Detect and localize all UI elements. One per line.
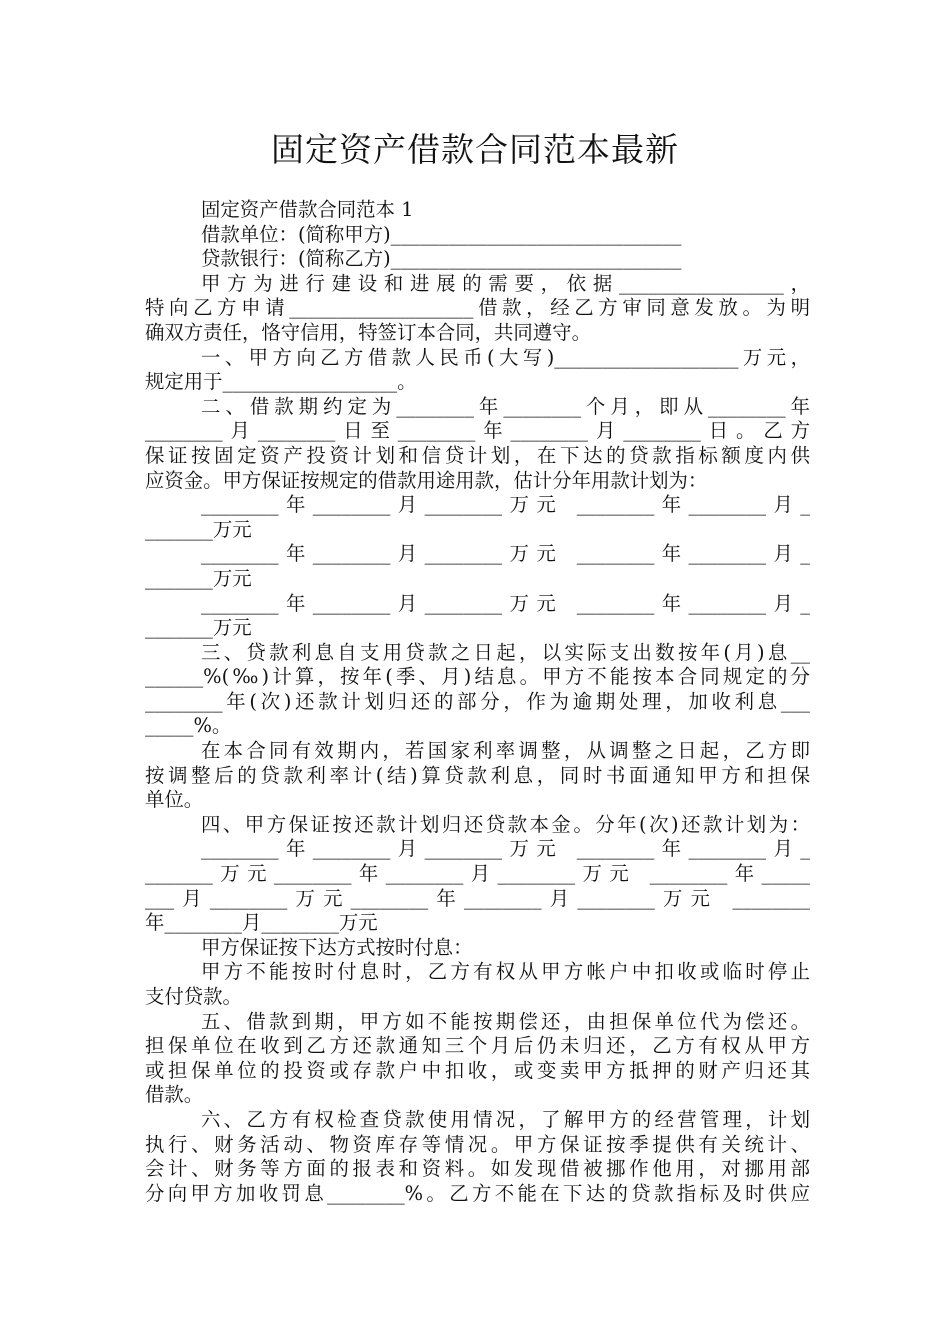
document-line: 在本合同有效期内，若国家利率调整，从调整之日起，乙方即 — [201, 739, 810, 763]
document-line: 担保单位在收到乙方还款通知三个月后仍未归还，乙方有权从甲方 — [145, 1034, 810, 1058]
document-line: 或担保单位的投资或存款户中扣收，或变卖甲方抵押的财产归还其 — [145, 1058, 810, 1082]
document-line: ________年________月________万元 ________年________月_ — [201, 591, 810, 615]
document-line: 执行、财务活动、物资库存等情况。甲方保证按季提供有关统计、 — [145, 1132, 810, 1156]
document-line: ________月________日至________年________月________日。乙方 — [145, 419, 810, 443]
document-line: ________年(次)还款计划归还的部分，作为逾期处理，加收利息___ — [145, 689, 810, 713]
document-line: 借款单位：(简称甲方)______________________________ — [201, 222, 682, 246]
document-body — [145, 198, 810, 1206]
document-line: _______万元 — [145, 517, 252, 541]
document-line: 会计、财务等方面的报表和资料。如发现借被挪作他用，对挪用部 — [145, 1157, 810, 1181]
document-line: 借款。 — [145, 1083, 204, 1107]
document-line: _____%。 — [145, 714, 232, 738]
document-line: 单位。 — [145, 788, 204, 812]
document-line: ______%(‰)计算，按年(季、月)结息。甲方不能按本合同规定的分 — [145, 665, 810, 689]
document-line: ________年________月________万元 ________年________月_ — [201, 493, 810, 517]
document-line: 贷款银行：(简称乙方)______________________________ — [201, 247, 682, 271]
document-line: 特向乙方申请___________________借款，经乙方审同意发放。为明 — [145, 296, 810, 320]
document-line: 支付贷款。 — [145, 985, 242, 1008]
document-line: 甲方不能按时付息时，乙方有权从甲方帐户中扣收或临时停止 — [201, 960, 810, 984]
document-line: ________年________月________万元 ________年________月_ — [201, 837, 810, 861]
document-line: 年________月________万元 — [145, 911, 378, 935]
document-line: 分向甲方加收罚息________%。乙方不能在下达的贷款指标及时供应 — [145, 1181, 810, 1205]
document-line: 五、借款到期，甲方如不能按期偿还，由担保单位代为偿还。 — [201, 1009, 810, 1033]
document-line: 三、贷款利息自支用贷款之日起，以实际支出数按年(月)息__ — [201, 640, 810, 664]
document-line: _______万元 — [145, 616, 252, 640]
document-line: _______万元 — [145, 566, 252, 590]
document-line: 确双方责任，恪守信用，特签订本合同，共同遵守。 — [145, 320, 591, 344]
document-line: ___月________万元________年________月________万元 ________ — [145, 886, 810, 910]
document-line: _______万元________年________月________万元 ________年_____ — [145, 862, 810, 886]
document-line: 规定用于__________________。 — [145, 370, 417, 394]
document-line: 固定资产借款合同范本 1 — [201, 198, 414, 221]
document-line: 一、甲方向乙方借款人民币(大写)___________________万元， — [201, 345, 810, 369]
document-line: ________年________月________万元 ________年________月_ — [201, 542, 810, 566]
document-line: 二、借款期约定为________年________个月，即从________年 — [201, 394, 810, 418]
document-line: 甲方保证按下达方式按时付息： — [201, 935, 473, 959]
document-line: 应资金。甲方保证按规定的借款用途用款，估计分年用款计划为： — [145, 468, 708, 492]
document-line: 甲方为进行建设和进展的需要，依据_________________， — [201, 271, 810, 295]
document-title: 固定资产借款合同范本最新 — [271, 130, 679, 169]
document-line: 六、乙方有权检查贷款使用情况，了解甲方的经营管理，计划 — [201, 1107, 810, 1131]
document-line: 按调整后的贷款利率计(结)算贷款利息，同时书面通知甲方和担保 — [145, 763, 810, 787]
document-line: 四、甲方保证按还款计划归还贷款本金。分年(次)还款计划为： — [201, 812, 810, 836]
document-line: 保证按固定资产投资计划和信贷计划，在下达的贷款指标额度内供 — [145, 443, 810, 467]
